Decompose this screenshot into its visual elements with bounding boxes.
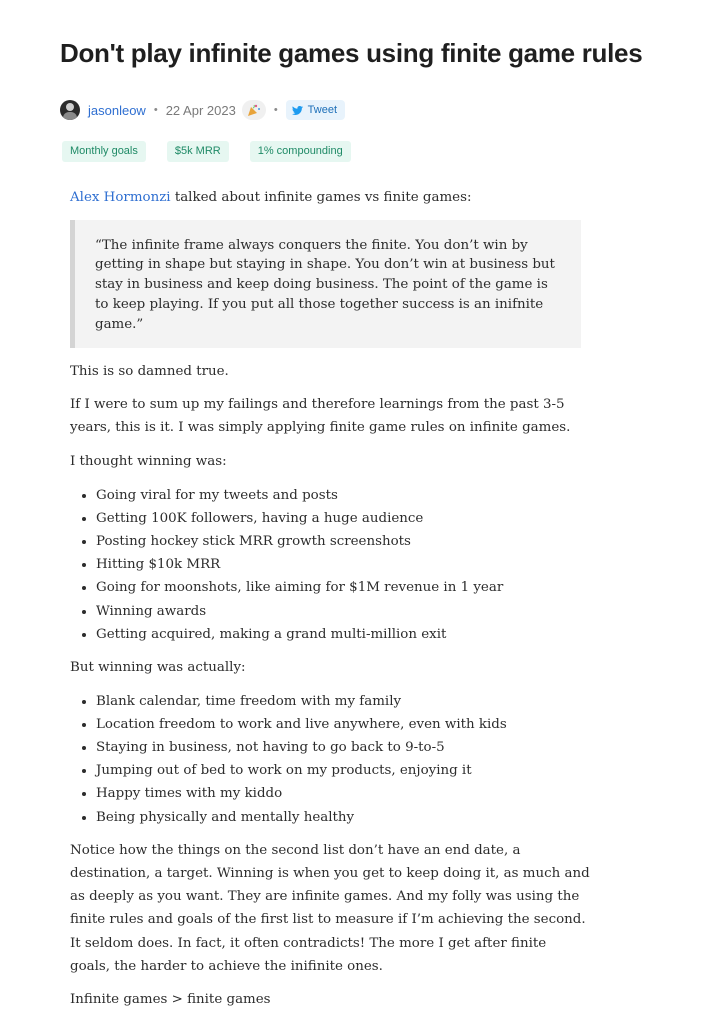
tag-monthly-goals[interactable]: Monthly goals bbox=[62, 141, 146, 162]
separator-dot: • bbox=[273, 104, 278, 116]
tag-compounding[interactable]: 1% compounding bbox=[250, 141, 351, 162]
list-item: • Posting hockey stick MRR growth screenshots bbox=[96, 530, 590, 553]
finite-goals-list bbox=[70, 484, 590, 646]
avatar[interactable] bbox=[60, 100, 80, 120]
intro-text: talked about infinite games vs finite games: bbox=[170, 190, 472, 205]
alex-hormonzi-link[interactable]: Alex Hormonzi bbox=[70, 190, 171, 205]
intro-paragraph bbox=[70, 186, 590, 209]
list-item: • Getting acquired, making a grand multi-million exit bbox=[96, 623, 590, 646]
quote-text: “The infinite frame always conquers the finite. You don’t win by getting in shape but staying in shape. You don’t win at business but stay in business and keep doing business. The point of the game is to keep playing. If you put all those together success is an inifnite game.” bbox=[95, 237, 555, 332]
post-body bbox=[70, 186, 590, 1022]
paragraph-5: Notice how the things on the second list don’t have an end date, a destination, a target. Winning is when you get to keep doing it, as much and as deeply as you want. They are infinite games. And my folly was using the finite rules and goals of the first list to measure if I’m achieving the second. It seldom does. In fact, it often contradicts! The more I get after finite goals, the harder to achieve the inifinite ones. bbox=[70, 842, 590, 974]
tweet-button[interactable] bbox=[286, 100, 345, 120]
list-item: • Being physically and mentally healthy bbox=[96, 806, 590, 829]
post-date: 22 Apr 2023 bbox=[165, 102, 236, 118]
paragraph-3: I thought winning was: bbox=[70, 453, 227, 469]
list-item: • Blank calendar, time freedom with my family bbox=[96, 690, 590, 713]
party-popper-icon[interactable] bbox=[242, 100, 266, 120]
list-item: • Happy times with my kiddo bbox=[96, 782, 590, 805]
paragraph-4: But winning was actually: bbox=[70, 659, 246, 675]
post-meta bbox=[60, 99, 345, 121]
list-item: • Hitting $10k MRR bbox=[96, 553, 590, 576]
list-item: • Getting 100K followers, having a huge audience bbox=[96, 507, 590, 530]
author-link[interactable]: jasonleow bbox=[88, 102, 146, 118]
list-item: • Staying in business, not having to go back to 9-to-5 bbox=[96, 736, 590, 759]
paragraph-1: This is so damned true. bbox=[70, 363, 229, 379]
separator-dot: • bbox=[153, 104, 158, 116]
list-item: • Winning awards bbox=[96, 600, 590, 623]
post-title: Don't play infinite games using finite game rules bbox=[60, 38, 643, 68]
tweet-label: Tweet bbox=[307, 104, 338, 116]
tag-5k-mrr[interactable]: $5k MRR bbox=[167, 141, 229, 162]
list-item: • Jumping out of bed to work on my products, enjoying it bbox=[96, 759, 590, 782]
paragraph-2: If I were to sum up my failings and therefore learnings from the past 3-5 years, this is it. I was simply applying finite game rules on infinite games. bbox=[70, 397, 571, 436]
list-item: • Going for moonshots, like aiming for $1M revenue in 1 year bbox=[96, 576, 590, 599]
list-item: • Going viral for my tweets and posts bbox=[96, 484, 590, 507]
list-item: • Location freedom to work and live anywhere, even with kids bbox=[96, 713, 590, 736]
paragraph-6: Infinite games > finite games bbox=[70, 992, 271, 1008]
infinite-goals-list bbox=[70, 690, 590, 829]
blockquote bbox=[70, 220, 581, 348]
tag-list bbox=[62, 141, 372, 163]
twitter-bird-icon bbox=[292, 106, 303, 115]
